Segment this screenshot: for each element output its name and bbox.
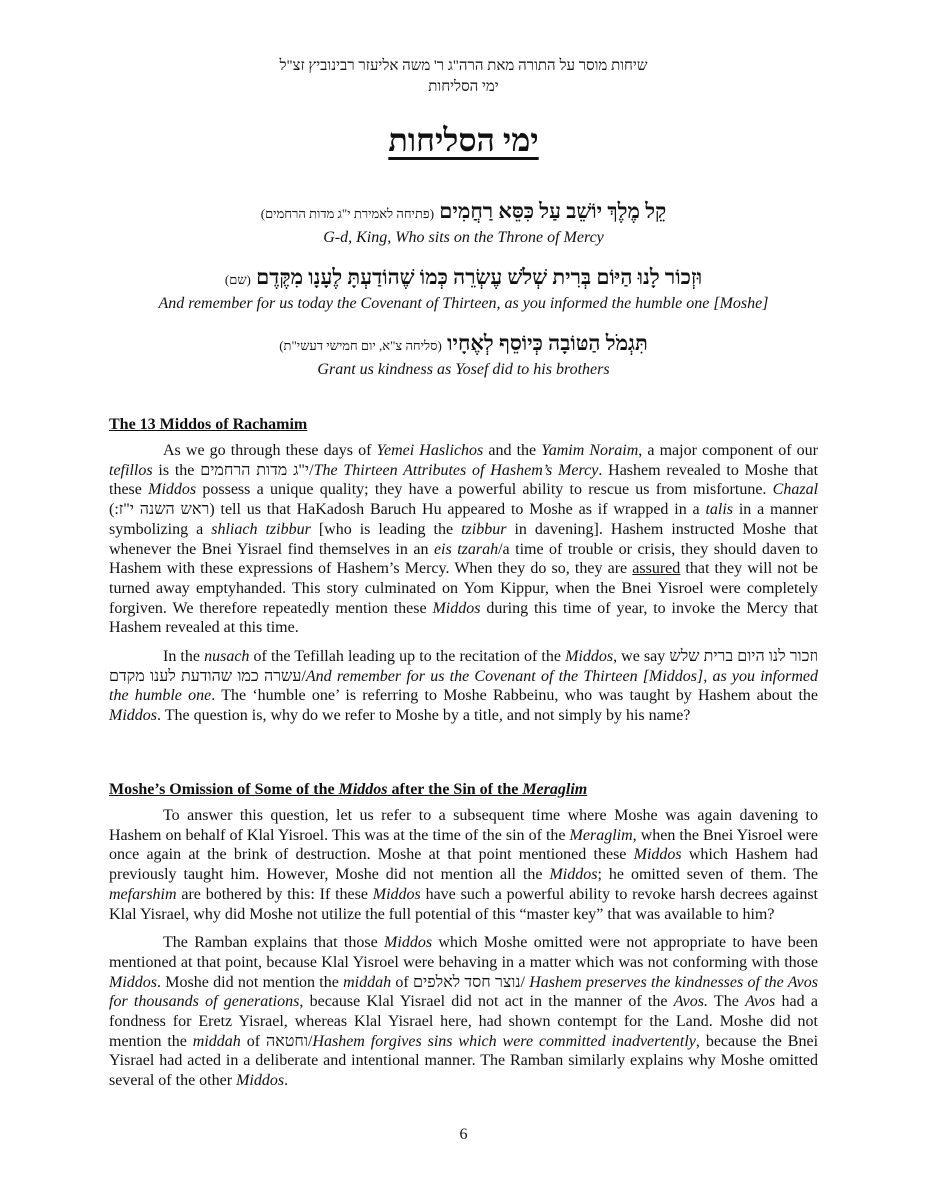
italic-term: tzibbur bbox=[461, 520, 507, 538]
section-heading bbox=[109, 780, 818, 800]
page-title-text: ימי הסליחות bbox=[388, 122, 539, 158]
text-run: To answer this question, let us refer to a subsequent time where Moshe was again davening to Hashem on behalf of Klal Yisroel. This was at the time of the sin of the bbox=[109, 807, 818, 844]
text-run: ראש השנה י"ז: bbox=[114, 501, 210, 519]
text-run: ( bbox=[109, 501, 115, 519]
italic-term: The Thirteen Attributes of Hashem’s Mercy bbox=[313, 461, 599, 479]
text-run: The Ramban explains that those bbox=[163, 934, 385, 952]
text-run: / bbox=[309, 461, 314, 479]
verse-hebrew bbox=[0, 330, 927, 359]
italic-term: Middos bbox=[432, 599, 481, 617]
text-run: נוצר חסד לאלפים bbox=[413, 973, 521, 991]
text-run: Moshe’s Omission of Some of the bbox=[109, 781, 339, 798]
text-run: , because the Bnei Yisrael had acted in a deliberate and intentional manner. The Ramban similarly explains why Moshe omitted several of the other bbox=[109, 1032, 819, 1090]
italic-term: Middos bbox=[109, 707, 157, 725]
italic-term: Avos. bbox=[673, 993, 708, 1011]
paragraph bbox=[109, 441, 818, 638]
text-run: י"ג מדות הרחמים bbox=[200, 461, 310, 479]
text-run: / bbox=[520, 973, 530, 991]
page-title bbox=[0, 122, 927, 159]
text-run: The bbox=[707, 993, 746, 1011]
verse-source: (סליחה צ"א, יום חמישי דעשי"ת) bbox=[279, 338, 442, 353]
text-run: . The question is, why do we refer to Moshe by a title, and not simply by his name? bbox=[157, 707, 691, 725]
verse-block-2 bbox=[0, 264, 927, 315]
italic-term: Yamim Noraim bbox=[541, 442, 639, 459]
text-run: / bbox=[307, 1032, 313, 1050]
italic-term: Middos bbox=[633, 846, 682, 864]
italic-term: Middos bbox=[565, 648, 614, 666]
italic-term: eis tzarah bbox=[433, 540, 499, 558]
italic-term: Chazal bbox=[772, 481, 819, 499]
verse-hebrew bbox=[0, 264, 927, 293]
italic-term: talis bbox=[705, 501, 734, 519]
text-run: that they will not be turned away emptyhanded. This story culminated on Yom Kippur, when the Bnei Yisroel were completely forgiven. We therefore repeatedly mention these bbox=[109, 560, 818, 617]
section-moshe-omission bbox=[109, 780, 818, 1100]
text-run: which Moshe omitted were not appropriate to have been mentioned at that point, because Klal Yisroel were behaving in a matter which was not conforming with those bbox=[109, 934, 818, 971]
italic-term: Yemei Haslichos bbox=[376, 442, 484, 459]
italic-term: Meraglim bbox=[569, 826, 633, 844]
text-run: and the bbox=[483, 442, 542, 459]
text-run: in davening]. Hashem instructed Moshe that whenever the Bnei Yisrael find themselves in an bbox=[109, 520, 819, 558]
text-run: , because Klal Yisrael did not act in the manner of the bbox=[299, 993, 674, 1011]
text-run: /a time of trouble or crisis, they should daven to Hashem with these expressions of Hashem’s Mercy. When they do so, they are bbox=[109, 540, 819, 578]
text-run: ) tell us that HaKadosh Baruch Hu appeared to Moshe as if wrapped in a bbox=[209, 501, 706, 519]
paragraph bbox=[109, 647, 818, 726]
text-run: had a fondness for Eretz Yisrael, whereas Klal Yisrael here, had shown contempt for the Land. Moshe did not mention the bbox=[109, 993, 819, 1050]
text-run: of bbox=[391, 973, 414, 991]
running-header bbox=[0, 56, 927, 98]
text-run: are bothered by this: If these bbox=[176, 885, 373, 903]
text-run: . bbox=[284, 1072, 289, 1090]
verse-translation: Grant us kindness as Yosef did to his brothers bbox=[317, 361, 610, 378]
page-number: 6 bbox=[459, 1126, 468, 1143]
text-run: possess a unique quality; they have a powerful ability to rescue us from misfortune. bbox=[196, 481, 773, 499]
text-run: In the bbox=[163, 648, 205, 666]
text-run: וזכור לנו היום ברית שלש עשרה כמו שהודעת לענו מקדם bbox=[109, 648, 819, 685]
italic-term: Hashem preserves the kindnesses of the Avos for thousands of generations bbox=[109, 973, 818, 1011]
italic-term: Avos bbox=[745, 993, 776, 1011]
text-run: which Hashem had previously taught him. However, Moshe did not mention all the bbox=[109, 846, 818, 884]
header-topic-line: ימי הסליחות bbox=[428, 79, 499, 95]
italic-term: Middos bbox=[109, 973, 157, 991]
italic-term: Middos bbox=[549, 866, 598, 884]
text-run: . Hashem revealed to Moshe that these bbox=[109, 461, 819, 499]
text-run: have such a powerful ability to revoke harsh decrees against Klal Yisrael, why did Moshe not utilize the full potential of this “master key” that was available to him? bbox=[109, 885, 818, 923]
text-run: , we say bbox=[613, 648, 670, 666]
text-run: is the bbox=[152, 461, 201, 479]
italic-term: And remember for us the Covenant of the Thirteen [Middos], as you informed the humble one bbox=[109, 667, 819, 705]
text-run: of bbox=[240, 1032, 266, 1050]
section-13-middos bbox=[109, 415, 818, 735]
paragraph bbox=[109, 933, 818, 1091]
text-run: As we go through these days of bbox=[163, 442, 377, 459]
italic-term: Middos bbox=[338, 781, 388, 798]
italic-term: mefarshim bbox=[109, 885, 177, 903]
verse-translation: G-d, King, Who sits on the Throne of Mercy bbox=[323, 229, 604, 246]
italic-term: Hashem forgives sins which were committed inadvertently bbox=[312, 1032, 696, 1050]
text-run: of the Tefillah leading up to the recitation of the bbox=[249, 648, 566, 666]
italic-term: Middos bbox=[384, 934, 433, 952]
verse-hebrew bbox=[0, 198, 927, 227]
italic-term: middah bbox=[192, 1032, 241, 1050]
verse-hebrew-text: קֵל מֶלֶךְ יוֹשֵׁב עַל כִּסֵּא רַחֲמִים bbox=[439, 199, 667, 223]
verse-hebrew-text: וּזְכוֹר לָנוּ הַיּוֹם בְּרִית שְׁלֹשׁ עֶשְׂרֵה כְּמוֹ שֶׁהוֹדַעְתָּ לֶעָנָו מִקֶּדֶם bbox=[256, 265, 703, 289]
verse-block-1 bbox=[0, 198, 927, 249]
verse-translation: And remember for us today the Covenant of Thirteen, as you informed the humble one [Moshe] bbox=[158, 295, 769, 312]
text-run: in a manner symbolizing a bbox=[109, 501, 819, 538]
text-run: during this time of year, to invoke the Mercy that Hashem revealed at this time. bbox=[109, 599, 818, 637]
verse-source: (פתיחה לאמירת י"ג מדות הרחמים) bbox=[260, 206, 435, 221]
text-run: . The ‘humble one’ is referring to Moshe Rabbeinu, who was taught by Hashem about the bbox=[211, 687, 818, 705]
italic-term: middah bbox=[343, 973, 392, 991]
text-run: וחטאה bbox=[265, 1032, 308, 1050]
text-run: . Moshe did not mention the bbox=[157, 973, 344, 991]
text-run: / bbox=[301, 667, 306, 685]
text-run: , when the Bnei Yisroel were once again at the brink of destruction. Moshe at that point mentioned these bbox=[109, 826, 818, 864]
verse-source: (שם) bbox=[224, 272, 251, 287]
text-run: after the Sin of the bbox=[387, 781, 523, 798]
header-author-line: שיחות מוסר על התורה מאת הרה"ג ר' משה אליעזר רבינוביץ זצ"ל bbox=[279, 58, 648, 74]
italic-term: shliach tzibbur bbox=[211, 520, 311, 538]
paragraph bbox=[109, 806, 818, 924]
italic-term: Meraglim bbox=[522, 781, 588, 798]
italic-term: nusach bbox=[204, 648, 250, 666]
italic-term: Middos bbox=[236, 1072, 285, 1090]
italic-term: Middos bbox=[148, 481, 197, 499]
text-run: assured bbox=[632, 560, 681, 578]
italic-term: tefillos bbox=[109, 461, 153, 479]
text-run: [who is leading the bbox=[310, 520, 462, 538]
verse-hebrew-text: תִּגְמֹל הַטּוֹבָה כְּיוֹסֵף לְאֶחָיו bbox=[447, 331, 648, 355]
text-run: ; he omitted seven of them. The bbox=[597, 866, 818, 884]
verse-block-3 bbox=[0, 330, 927, 381]
italic-term: Middos bbox=[372, 885, 421, 903]
text-run: , a major component of our bbox=[638, 442, 818, 459]
section-heading: The 13 Middos of Rachamim bbox=[109, 416, 308, 433]
